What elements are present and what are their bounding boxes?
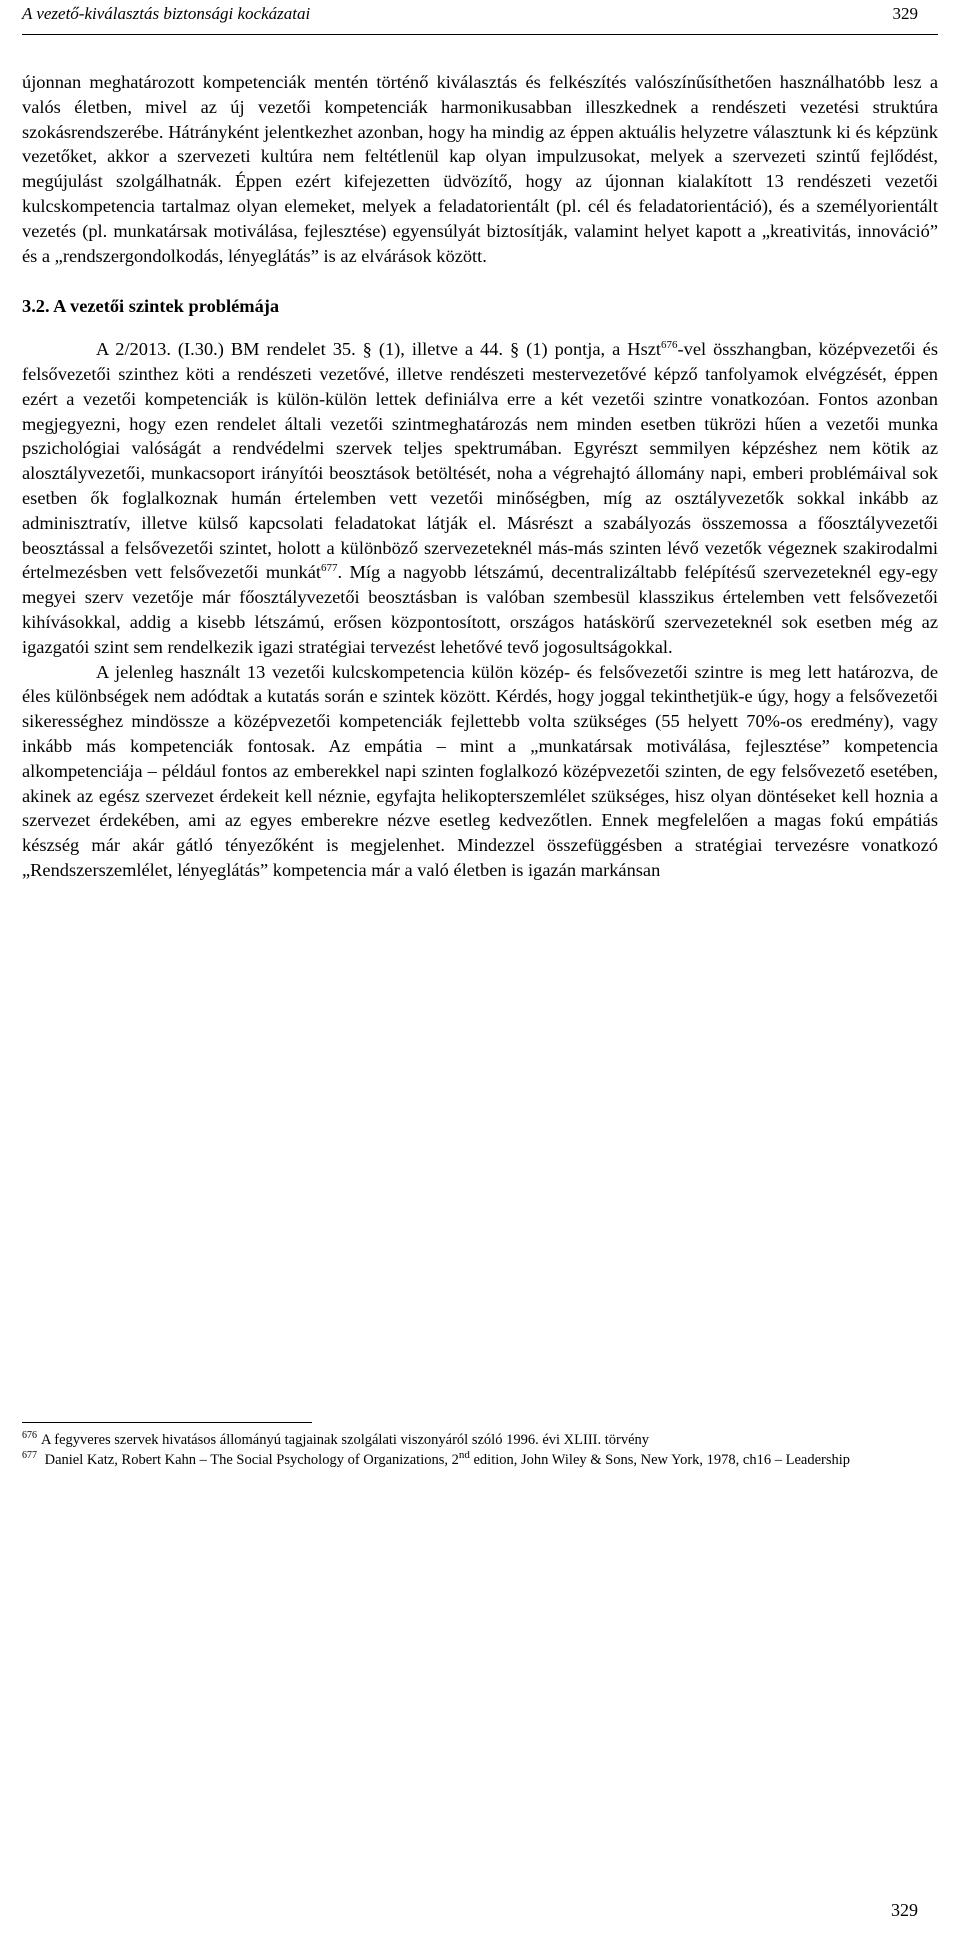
paragraph-text: . Míg a nagyobb létszámú, decentralizáltabb felépítésű szervezeteknél egy-egy megyei szerv vezetője már főosztályvezetői beosztásban is valóban szembesül klasszikus értelemben vett felsővezetői kihívásokkal, addig a kisebb létszámú, erősen központosított, országos hatáskörű szervezeteknél sok esetben még az igazgatói szint sem rendelkezik igazi stratégiai tervezést lehetővé tevő jogosultságokkal. [22,562,938,657]
footnote-text: edition, John Wiley & Sons, New York, 1978, ch16 – Leadership [469,1452,851,1468]
footnote-676 [22,1430,938,1450]
footnote-divider [22,1422,312,1423]
footnote-text: A fegyveres szervek hivatásos állományú tagjainak szolgálati viszonyáról szóló 1996. évi XLIII. törvény [41,1432,650,1448]
header-page-number: 329 [892,4,918,23]
footnote-text: Daniel Katz, Robert Kahn – The Social Psychology of Organizations, 2 [44,1452,459,1468]
paragraph-continuation: újonnan meghatározott kompetenciák mentén történő kiválasztás és felkészítés valószínűsíthetően használhatóbb lesz a valós életben, mivel az új vezetői kompetenciák harmonikusabban illeszkednek a rendészeti vezetési struktúra szokásrendszerébe. Hátrányként jelentkezhet azonban, hogy ha mindig az éppen aktuális helyzetre választunk ki és képzünk vezetőket, akkor a szervezeti kultúra nem feltétlenül kap olyan impulzusokat, melyek a szervezeti szintű fejlődést, megújulást szolgálhatnák. Éppen ezért kifejezetten üdvözítő, hogy az újonnan kialakított 13 rendészeti vezetői kulcskompetencia tartalmaz olyan elemeket, melyek a feladatorientált (pl. cél és feladatorientáció), és a személyorientált vezetés (pl. munkatársak motiválása, fejlesztése) egyensúlyát biztosítják, valamint helyet kapott a „kreativitás, innováció” és a „rendszergondolkodás, lényeglátás” is az elvárások között. [22,72,938,266]
footnote-superscript: nd [458,1449,470,1462]
paragraph-text: -vel összhangban, középvezetői és felsővezetői szinthez köti a rendészeti vezetővé, illetve rendészeti mestervezetővé képző tanfolyamok elvégzését, éppen ezért a vezetői kompetenciák is külön-külön lettek definiálva erre a két vezetői szintre vonatkozóan. Fontos azonban megjegyezni, hogy ezen rendelet általi vezetői szintmeghatározás nem minden esetben tükrözi hűen a vezetői munka pszichológiai valóságát a rendvédelmi szervek teljes spektrumában. Egyrészt semmilyen képzéshez nem kötik az alosztályvezetői, munkacsoport irányítói beosztások betöltését, noha a végrehajtó állomány napi, emberi problémáival sok esetben ők foglalkoznak humán értelemben vett vezetői minőségben, míg az osztályvezetők sokkal inkább az adminisztratív, illetve külső kapcsolati feladatokat látják el. Másrészt a szabályozás összemossa a főosztályvezetői beosztással a felsővezetői szintet, holott a különböző szervezeteknél más-más szinten lévő vezetők végeznek szakirodalmi értelmezésben vett felsővezetői munkát [22,339,938,583]
footnote-ref-677[interactable]: 677 [320,562,338,575]
paragraph-text: A 2/2013. (I.30.) BM rendelet 35. § (1), illetve a 44. § (1) pontja, a Hszt [96,339,662,360]
footnote-mark: 677 [22,1450,37,1462]
section-heading: 3.2. A vezetői szintek problémája [22,296,280,317]
footer-page-number: 329 [891,1900,918,1920]
footnote-ref-676[interactable]: 676 [661,339,678,352]
body-text [22,70,938,883]
paragraph-vezetoi-szintek [22,337,938,659]
footnotes [22,1430,938,1470]
footnote-677 [22,1450,938,1470]
running-header [22,0,938,35]
footnote-mark: 676 [22,1430,37,1442]
paragraph-kulcskompetencia: A jelenleg használt 13 vezetői kulcskompetencia külön közép- és felsővezetői szintre is meg lett határozva, de éles különbségek nem adódtak a kutatás során e szintek között. Kérdés, hogy joggal tekinthetjük-e úgy, hogy a felsővezetői sikerességhez mindössze a középvezetői kompetenciák fejlettebb volta szükséges (55 helyett 70%-os eredmény), vagy inkább más kompetenciák fontosak. Az empátia – mint a „munkatársak motiválása, fejlesztése” kompetencia alkompetenciája – például fontos az emberekkel napi szinten foglalkozó középvezetői szinten, de egy felsővezető esetében, akinek az egész szervezet érdekeit kell néznie, egyfajta helikopterszemlélet szükséges, hisz olyan döntéseket kell hoznia a szervezet érdekében, ami az egyes emberekre nézve esetleg kedvezőtlen. Ennek megfelelően a magas fokú empátiás készség már akár gátló tényezőként is megjelenhet. Mindezzel összefüggésben a stratégiai tervezésre vonatkozó „Rendszerszemlélet, lényeglátás” kompetencia már a való életben is igazán markánsan [22,661,938,880]
running-title: A vezető-kiválasztás biztonsági kockázatai [22,4,311,23]
